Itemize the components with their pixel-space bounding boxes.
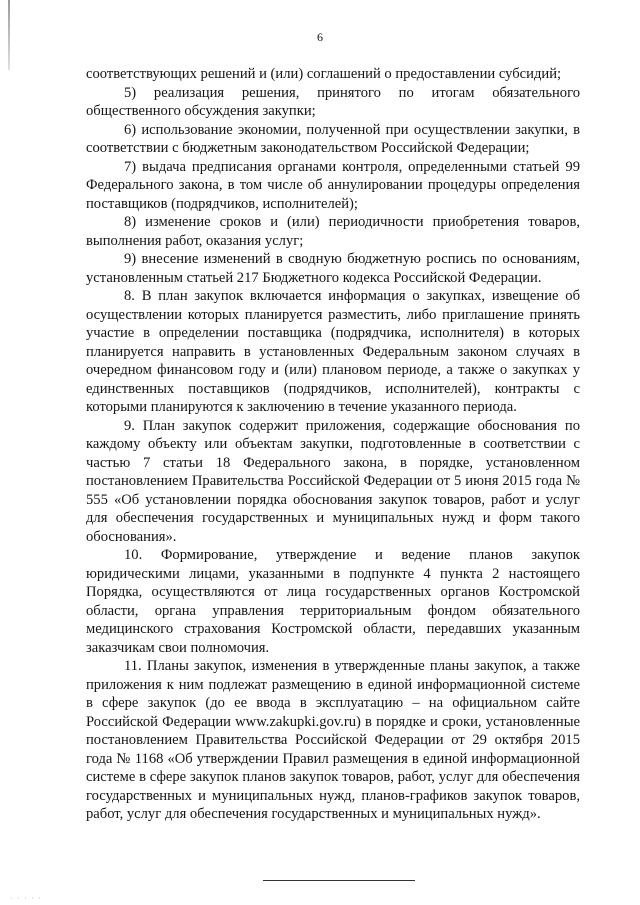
paragraph-item-5: 5) реализация решения, принятого по итогам обязательного общественного обсуждения закупки; xyxy=(86,84,580,119)
paragraph-continuation: соответствующих решений и (или) соглашений о предоставлении субсидий; xyxy=(86,66,562,82)
paragraph-section-8: 8. В план закупок включается информация о закупках, извещение об осуществлении которых планируется разместить, либо приглашение принять участие в определении поставщика (подрядчика, исполнителя) в которых планируется направить в установленных Федеральным законом случаях в очередном финансовом году и (или) плановом периоде, а также о закупках у единственных поставщиков (подрядчиков, исполнителей), контракты с которыми планируются к заключению в течение указанного периода. xyxy=(86,288,580,415)
page-number: 6 xyxy=(317,30,323,44)
paragraph-section-10: 10. Формирование, утверждение и ведение планов закупок юридическими лицами, указанными в подпункте 4 пункта 2 настоящего Порядка, осуществляются от лица государственных органов Костромской области, органа управления территориальным фондом обязательного медицинского страхования Костромской области, передавших указанным заказчикам свои полномочия. xyxy=(86,547,580,656)
paragraph-item-8: 8) изменение сроков и (или) периодичности приобретения товаров, выполнения работ, оказания услуг; xyxy=(86,214,580,249)
paragraph-section-9: 9. План закупок содержит приложения, содержащие обоснования по каждому объекту или объектам закупки, подготовленные в соответствии с частью 7 статьи 18 Федерального закона, в порядке, установленном постановлением Правительства Российской Федерации от 5 июня 2015 года № 555 «Об установлении порядка обоснования закупок товаров, работ и услуг для обеспечения государственных и муниципальных нужд и форм такого обоснования». xyxy=(86,417,580,545)
paragraph-item-9: 9) внесение изменений в сводную бюджетную роспись по основаниям, установленным статьей 217 Бюджетного кодекса Российской Федерации. xyxy=(86,251,580,286)
footer-divider xyxy=(263,880,415,881)
paragraph-item-7: 7) выдача предписания органами контроля, определенными статьей 99 Федерального закона, в том числе об аннулировании процедуры определения поставщиков (подрядчиков, исполнителей); xyxy=(86,158,580,212)
paragraph-item-6: 6) использование экономии, полученной при осуществлении закупки, в соответствии с бюджетным законодательством Российской Федерации; xyxy=(86,121,580,156)
document-body xyxy=(86,65,580,824)
scan-artifact: · · · · · xyxy=(10,894,42,903)
paragraph-section-11: 11. Планы закупок, изменения в утвержденные планы закупок, а также приложения к ним подлежат размещению в единой информационной системе в сфере закупок (до ее ввода в эксплуатацию – на официальном сайте Российской Федерации www.zakupki.gov.ru) в порядке и сроки, установленные постановлением Правительства Российской Федерации от 29 октября 2015 года № 1168 «Об утверждении Правил размещения в единой информационной системе в сфере закупок планов закупок товаров, работ, услуг для обеспечения государственных и муниципальных нужд, планов-графиков закупок товаров, работ, услуг для обеспечения государственных и муниципальных нужд». xyxy=(86,658,580,822)
